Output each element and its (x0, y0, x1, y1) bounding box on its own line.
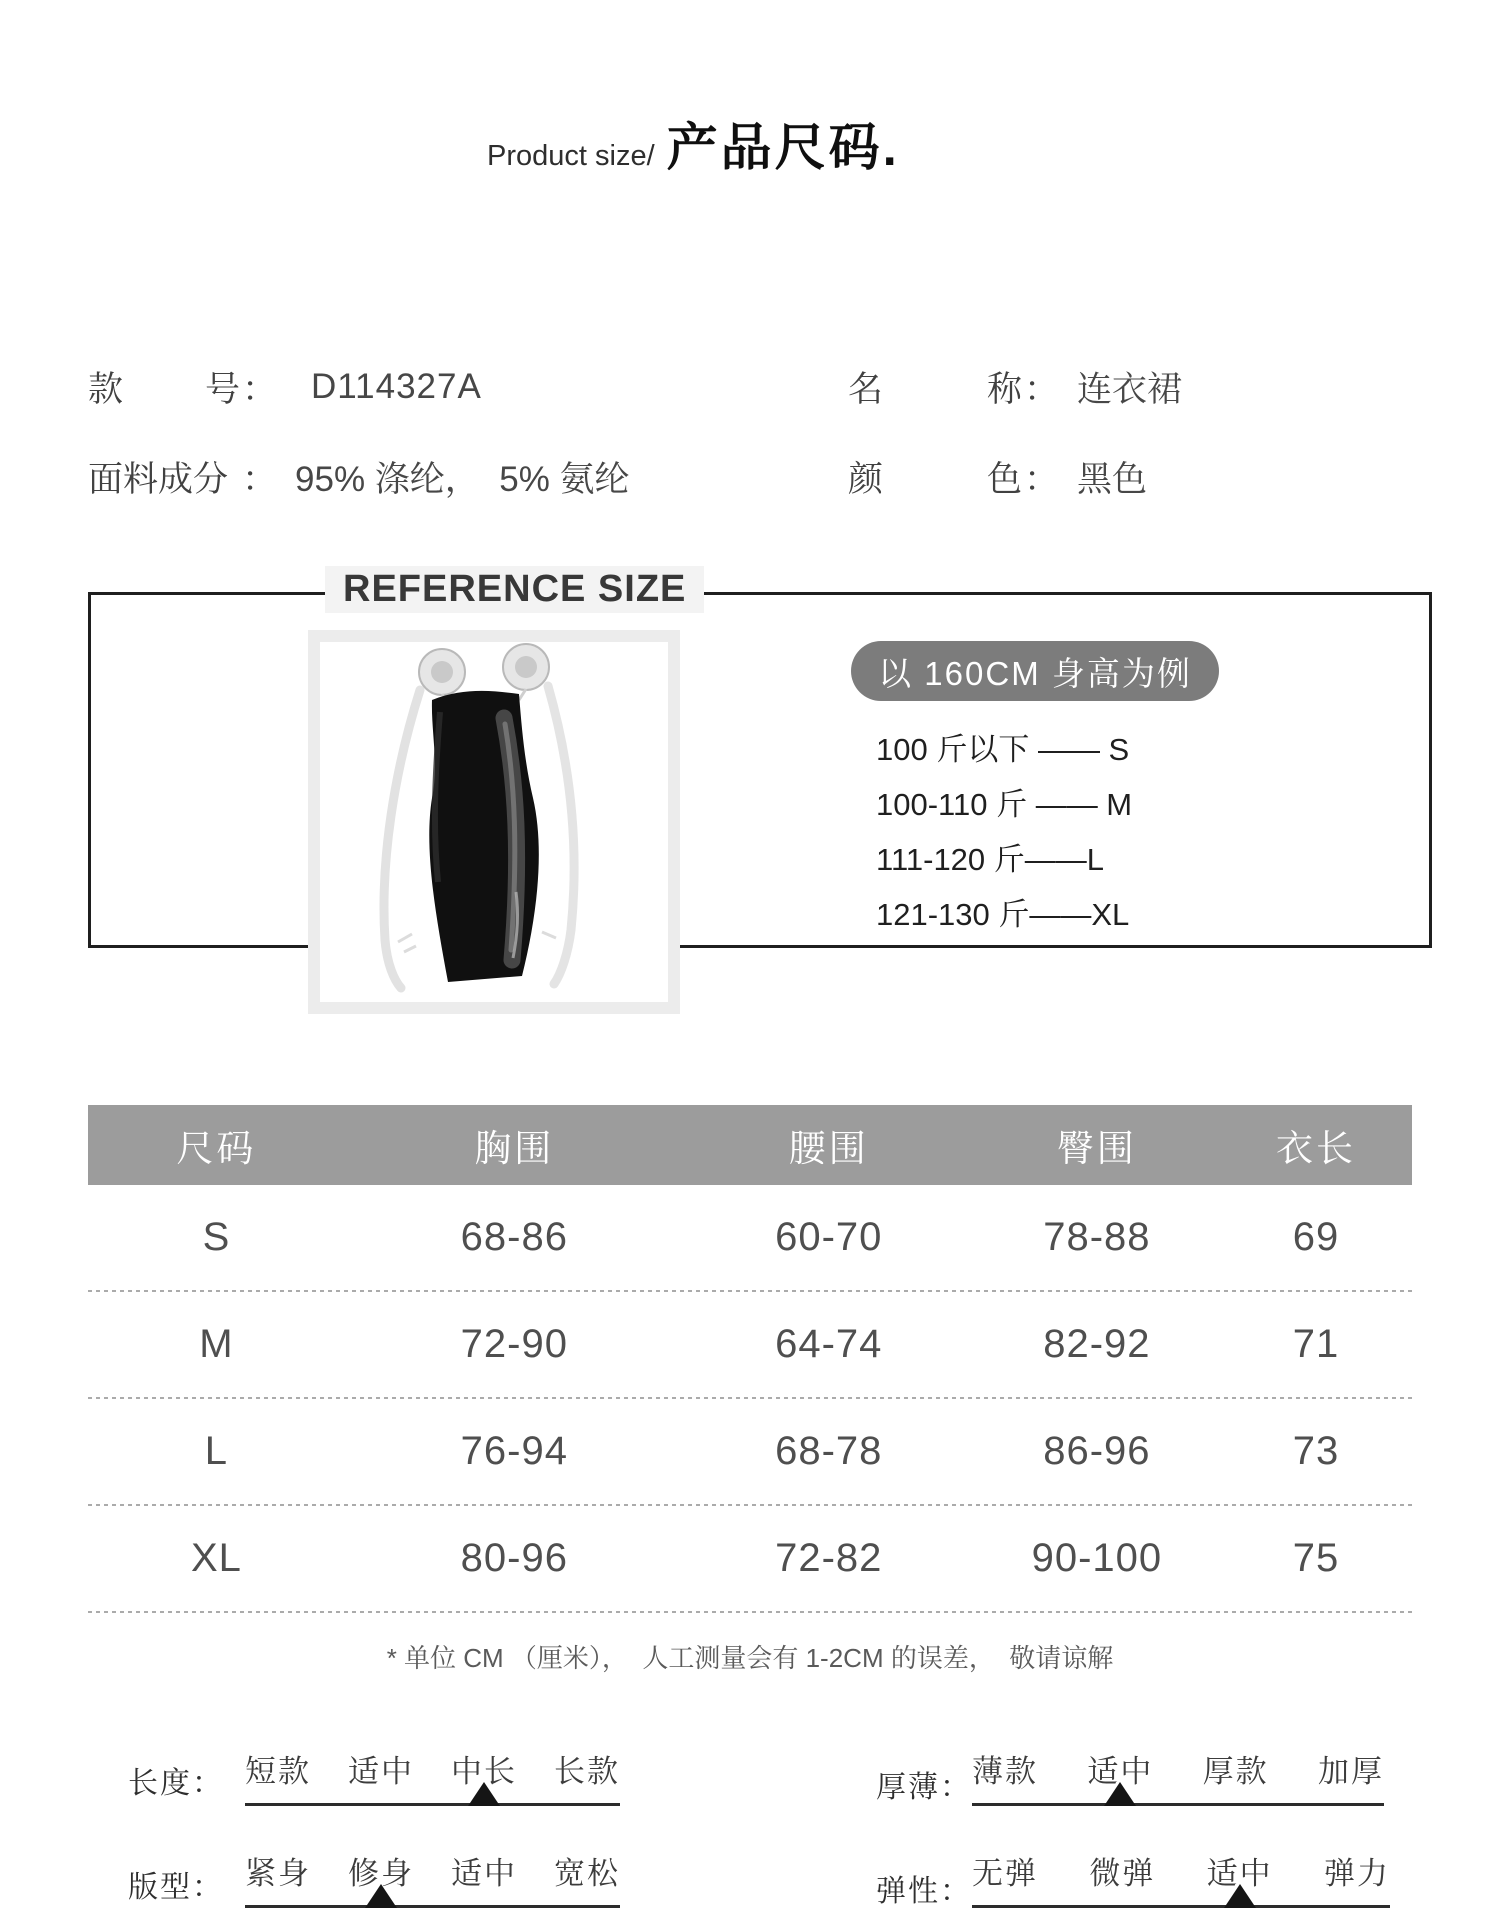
table-cell: 71 (1292, 1322, 1340, 1366)
name-label-char: 名 (848, 370, 884, 409)
product-name-label (848, 362, 1022, 412)
fabric-row (88, 452, 630, 502)
fabric-label (88, 452, 240, 502)
table-cell: 80-96 (460, 1536, 568, 1580)
table-cell: M (199, 1322, 234, 1366)
scale-option: 无弹 (972, 1856, 1038, 1891)
scale-option: 加厚 (1317, 1754, 1384, 1789)
table-cell: 90-100 (1031, 1536, 1163, 1580)
scale-label-elasticity: 弹性： (876, 1875, 972, 1908)
colon: ： (242, 370, 278, 409)
scale-option: 中长 (451, 1754, 517, 1789)
color-label-char: 色 (986, 460, 1022, 499)
reference-size-box (88, 592, 1432, 948)
height-example-badge: 以 160CM 身高为例 (851, 641, 1219, 701)
scale-option: 宽松 (554, 1856, 620, 1891)
scale-fit (245, 1848, 620, 1908)
model-number-label (88, 362, 240, 412)
model-number-value: D114327A (311, 367, 482, 406)
product-name-value: 连衣裙 (1077, 370, 1183, 409)
row-divider (88, 1611, 1412, 1613)
table-cell: 68-86 (460, 1215, 568, 1259)
weight-size-item: 100-110 斤 —— M (876, 787, 1133, 822)
color-label-char: 颜 (848, 460, 884, 499)
triangle-marker-icon (365, 1884, 397, 1908)
table-cell: 86-96 (1043, 1429, 1151, 1473)
table-cell: 72-90 (460, 1322, 568, 1366)
table-row (88, 1506, 1412, 1611)
scale-option: 长款 (554, 1754, 620, 1789)
scale-length (245, 1746, 620, 1806)
dress-illustration (320, 642, 668, 1002)
color-value: 黑色 (1077, 460, 1148, 499)
scale-option: 适中 (348, 1754, 414, 1789)
table-header-cell: 臀围 (1056, 1128, 1137, 1169)
table-cell: 73 (1292, 1429, 1340, 1473)
scale-option: 弹力 (1323, 1856, 1390, 1891)
scale-option: 微弹 (1089, 1856, 1156, 1891)
triangle-marker-icon (468, 1782, 500, 1806)
scale-option: 适中 (451, 1856, 517, 1891)
table-cell: 68-78 (775, 1429, 883, 1473)
name-label-char: 称 (986, 370, 1022, 409)
size-table-body (88, 1185, 1412, 1613)
color-label (848, 452, 1022, 502)
scale-option: 适中 (1087, 1754, 1154, 1789)
table-row (88, 1185, 1412, 1290)
scale-option: 厚款 (1202, 1754, 1269, 1789)
triangle-marker-icon (1224, 1884, 1256, 1908)
dress-photo (308, 630, 680, 1014)
page-title-cn: 产品尺码. (666, 119, 900, 176)
weight-size-item: 121-130 斤——XL (876, 897, 1130, 932)
model-label-char: 款 (88, 370, 124, 409)
measurement-note: * 单位 CM （厘米）， 人工测量会有 1-2CM 的误差， 敬请谅解 (386, 1643, 1114, 1673)
table-header-cell: 腰围 (788, 1128, 869, 1169)
weight-size-item: 111-120 斤——L (876, 842, 1105, 877)
table-cell: S (202, 1215, 231, 1259)
fabric-value: 95% 涤纶， 5% 氨纶 (295, 460, 630, 499)
scale-option: 短款 (245, 1754, 311, 1789)
reference-size-title: REFERENCE SIZE (325, 566, 704, 613)
model-number-row (88, 362, 482, 412)
table-row (88, 1292, 1412, 1397)
table-row (88, 1399, 1412, 1504)
table-cell: 69 (1292, 1215, 1340, 1259)
scale-option: 适中 (1206, 1856, 1273, 1891)
color-row (848, 452, 1147, 502)
weight-size-item: 100 斤以下 —— S (876, 732, 1130, 767)
product-name-row (848, 362, 1182, 412)
scale-elasticity (972, 1848, 1390, 1908)
weight-size-list (876, 722, 1132, 942)
page-title-en: Product size/ (487, 140, 655, 172)
table-cell: L (204, 1429, 229, 1473)
table-cell: 76-94 (460, 1429, 568, 1473)
table-cell: 72-82 (775, 1536, 883, 1580)
size-table-header (88, 1105, 1412, 1185)
scale-option: 薄款 (972, 1754, 1038, 1789)
scale-option: 修身 (348, 1856, 414, 1891)
table-header-cell: 衣长 (1275, 1128, 1356, 1169)
scale-label-length: 长度： (128, 1767, 224, 1800)
table-cell: 64-74 (775, 1322, 883, 1366)
colon: ： (242, 460, 278, 499)
model-label-char: 号 (204, 370, 240, 409)
table-cell: 78-88 (1043, 1215, 1151, 1259)
colon: ： (1024, 370, 1060, 409)
table-cell: 82-92 (1043, 1322, 1151, 1366)
scale-thickness (972, 1746, 1384, 1806)
scale-option: 紧身 (245, 1856, 311, 1891)
table-cell: 75 (1292, 1536, 1340, 1580)
table-cell: XL (190, 1536, 242, 1580)
page-title (487, 106, 900, 180)
triangle-marker-icon (1104, 1782, 1136, 1806)
table-header-cell: 尺码 (176, 1128, 257, 1169)
table-header-cell: 胸围 (474, 1128, 555, 1169)
table-cell: 60-70 (775, 1215, 883, 1259)
colon: ： (1024, 460, 1060, 499)
scale-label-thickness: 厚薄： (876, 1771, 972, 1804)
fabric-label-text: 面料成分 (88, 460, 229, 499)
scale-label-fit: 版型： (128, 1871, 224, 1904)
